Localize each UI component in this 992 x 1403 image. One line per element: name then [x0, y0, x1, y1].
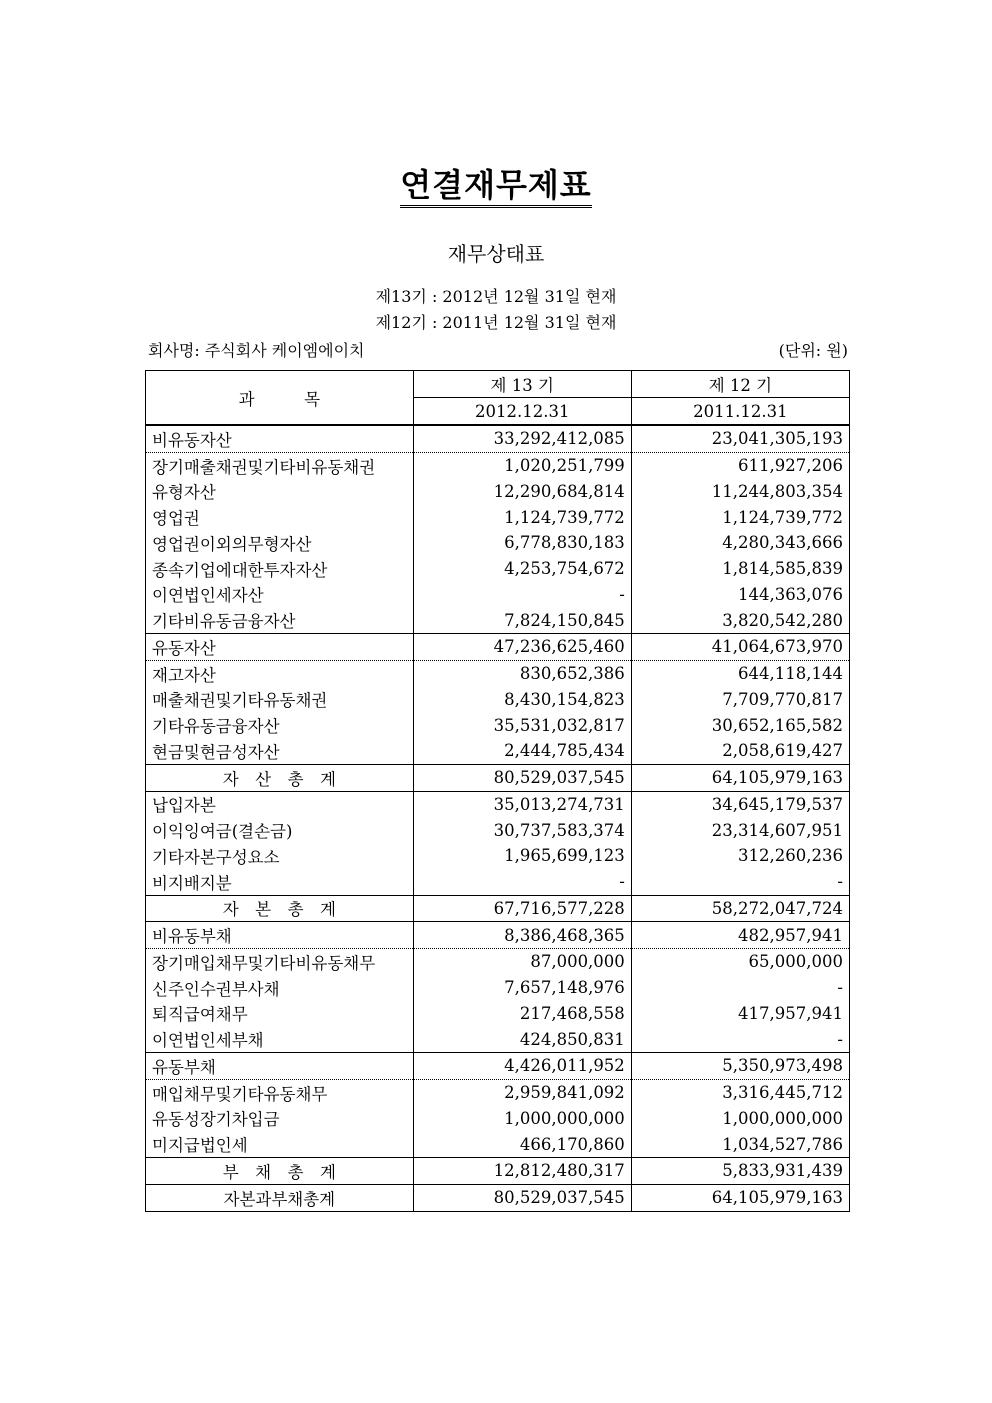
row-value-prior: 5,350,973,498: [631, 1053, 849, 1080]
table-row: [146, 843, 850, 869]
table-row: [146, 687, 850, 713]
row-value-prior: 312,260,236: [738, 846, 843, 866]
row-value-current: 80,529,037,545: [413, 764, 631, 791]
total-row-equity-and-liabilities: [146, 1184, 850, 1211]
row-value-prior: 644,118,144: [738, 664, 843, 684]
row-label: 장기매출채권및기타비유동채권: [146, 452, 414, 478]
row-value-prior: 3,820,542,280: [631, 607, 849, 633]
row-value-prior: 23,041,305,193: [631, 425, 849, 452]
document-title: 연결재무제표: [0, 160, 992, 206]
row-value-current: 12,290,684,814: [413, 479, 631, 505]
row-label: 매출채권및기타유동채권: [146, 687, 414, 713]
row-value-prior: 144,363,076: [738, 584, 843, 604]
row-value-prior: 64,105,979,163: [711, 1188, 843, 1208]
row-value-current: -: [413, 869, 631, 895]
row-value-prior: 5,833,931,439: [631, 1158, 849, 1185]
period-prior: 제12기 : 2011년 12월 31일 현재: [375, 313, 617, 332]
row-value-current: 47,236,625,460: [413, 634, 631, 661]
row-value-prior: 41,064,673,970: [631, 634, 849, 661]
row-label: 영업권이외의무형자산: [146, 530, 414, 556]
row-label: 비유동부채: [146, 922, 414, 949]
row-label: 이익잉여금(결손금): [146, 817, 414, 843]
row-value-prior: 11,244,803,354: [711, 481, 843, 501]
row-value-prior: -: [631, 869, 849, 895]
row-value-prior: 1,814,585,839: [722, 559, 843, 579]
row-value-current: 2,959,841,092: [413, 1079, 631, 1105]
table-row: [146, 817, 850, 843]
row-value-prior: 611,927,206: [738, 456, 843, 476]
statement-subtitle: 재무상태표: [447, 242, 545, 266]
row-label: 미지급법인세: [146, 1131, 414, 1157]
period-current: 제13기 : 2012년 12월 31일 현재: [375, 287, 617, 306]
table-row: [146, 922, 850, 949]
row-value-current: 7,824,150,845: [413, 607, 631, 633]
row-value-prior: 23,314,607,951: [711, 820, 843, 840]
row-value-prior: -: [837, 978, 843, 998]
row-value-current: 424,850,831: [413, 1026, 631, 1052]
table-row: [146, 607, 850, 633]
row-label: 비지배지분: [146, 869, 414, 895]
row-label: 기타유동금융자산: [146, 712, 414, 738]
subject-header: 과 목: [146, 371, 414, 426]
row-value-current: 35,531,032,817: [413, 712, 631, 738]
row-value-current: 4,253,754,672: [413, 556, 631, 582]
table-row: [146, 1131, 850, 1157]
col-prior-date: 2011.12.31: [631, 398, 849, 426]
row-value-current: 466,170,860: [413, 1131, 631, 1157]
table-row: [146, 556, 850, 582]
row-label: 장기매입채무및기타비유동채무: [146, 949, 414, 975]
row-label: 부 채 총 계: [146, 1158, 414, 1185]
row-value-current: 87,000,000: [413, 949, 631, 975]
row-value-current: 830,652,386: [413, 660, 631, 686]
row-value-current: 35,013,274,731: [413, 791, 631, 817]
row-value-prior: 482,957,941: [631, 922, 849, 949]
row-value-prior: 1,034,527,786: [631, 1131, 849, 1157]
row-label: 유동부채: [146, 1053, 414, 1080]
row-value-prior: 65,000,000: [748, 952, 843, 972]
row-label: 비유동자산: [146, 425, 414, 452]
col-prior-period: 제 12 기: [631, 371, 849, 398]
row-value-current: 1,965,699,123: [413, 843, 631, 869]
table-row: [146, 869, 850, 895]
row-value-prior: 7,709,770,817: [722, 689, 843, 709]
table-row: [146, 1053, 850, 1080]
table-row: [146, 582, 850, 608]
row-label: 종속기업에대한투자자산: [146, 556, 414, 582]
row-label: 현금및현금성자산: [146, 738, 414, 764]
row-label: 퇴직급여채무: [146, 1001, 414, 1027]
row-label: 자 본 총 계: [146, 895, 414, 922]
table-row: [146, 738, 850, 764]
total-row-equity: [146, 895, 850, 922]
table-row: [146, 425, 850, 452]
table-row: [146, 452, 850, 478]
unit-label: (단위: 원): [778, 341, 848, 360]
row-value-prior: 3,316,445,712: [722, 1083, 843, 1103]
row-value-current: 80,529,037,545: [413, 1184, 631, 1211]
table-row: [146, 1026, 850, 1052]
row-value-prior: 1,000,000,000: [722, 1108, 843, 1128]
row-label: 유동성장기차입금: [146, 1106, 414, 1132]
row-label: 이연법인세자산: [146, 582, 414, 608]
row-value-current: 30,737,583,374: [413, 817, 631, 843]
table-row: [146, 660, 850, 686]
row-value-prior: 417,957,941: [738, 1003, 843, 1023]
row-label: 유형자산: [146, 479, 414, 505]
row-label: 이연법인세부채: [146, 1026, 414, 1052]
total-row-liabilities: [146, 1158, 850, 1185]
row-value-current: 1,124,739,772: [413, 504, 631, 530]
header-row-period: [146, 371, 850, 398]
row-value-current: -: [413, 582, 631, 608]
row-value-prior: 64,105,979,163: [631, 764, 849, 791]
table-row: [146, 530, 850, 556]
row-value-prior: 1,124,739,772: [722, 507, 843, 527]
row-value-prior: 4,280,343,666: [722, 533, 843, 553]
table-row: [146, 504, 850, 530]
company-name: 회사명: 주식회사 케이엠에이치: [148, 341, 365, 360]
row-label: 유동자산: [146, 634, 414, 661]
row-label: 자본과부채총계: [146, 1184, 414, 1211]
table-row: [146, 634, 850, 661]
row-label: 납입자본: [146, 791, 414, 817]
col-current-date: 2012.12.31: [413, 398, 631, 426]
row-value-current: 1,000,000,000: [413, 1106, 631, 1132]
row-value-prior: -: [631, 1026, 849, 1052]
row-value-current: 2,444,785,434: [413, 738, 631, 764]
row-value-current: 217,468,558: [413, 1001, 631, 1027]
row-value-current: 12,812,480,317: [413, 1158, 631, 1185]
table-row: [146, 975, 850, 1001]
table-row: [146, 949, 850, 975]
row-label: 신주인수권부사채: [146, 975, 414, 1001]
row-value-current: 8,386,468,365: [413, 922, 631, 949]
row-label: 재고자산: [146, 660, 414, 686]
table-row: [146, 791, 850, 817]
table-row: [146, 1106, 850, 1132]
row-label: 영업권: [146, 504, 414, 530]
table-row: [146, 479, 850, 505]
table-row: [146, 1079, 850, 1105]
row-value-prior: 30,652,165,582: [711, 715, 843, 735]
row-value-current: 67,716,577,228: [413, 895, 631, 922]
row-value-prior: 2,058,619,427: [631, 738, 849, 764]
row-label: 기타비유동금융자산: [146, 607, 414, 633]
row-value-current: 1,020,251,799: [413, 452, 631, 478]
row-value-prior: 34,645,179,537: [711, 794, 843, 814]
balance-sheet-table: [145, 370, 850, 1212]
row-label: 자 산 총 계: [146, 764, 414, 791]
row-value-current: 33,292,412,085: [413, 425, 631, 452]
row-label: 매입채무및기타유동채무: [146, 1079, 414, 1105]
table-row: [146, 712, 850, 738]
col-current-period: 제 13 기: [413, 371, 631, 398]
row-value-current: 7,657,148,976: [413, 975, 631, 1001]
row-value-current: 4,426,011,952: [413, 1053, 631, 1080]
total-row-assets: [146, 764, 850, 791]
row-value-current: 8,430,154,823: [413, 687, 631, 713]
row-label: 기타자본구성요소: [146, 843, 414, 869]
row-value-prior: 58,272,047,724: [631, 895, 849, 922]
table-row: [146, 1001, 850, 1027]
row-value-current: 6,778,830,183: [413, 530, 631, 556]
